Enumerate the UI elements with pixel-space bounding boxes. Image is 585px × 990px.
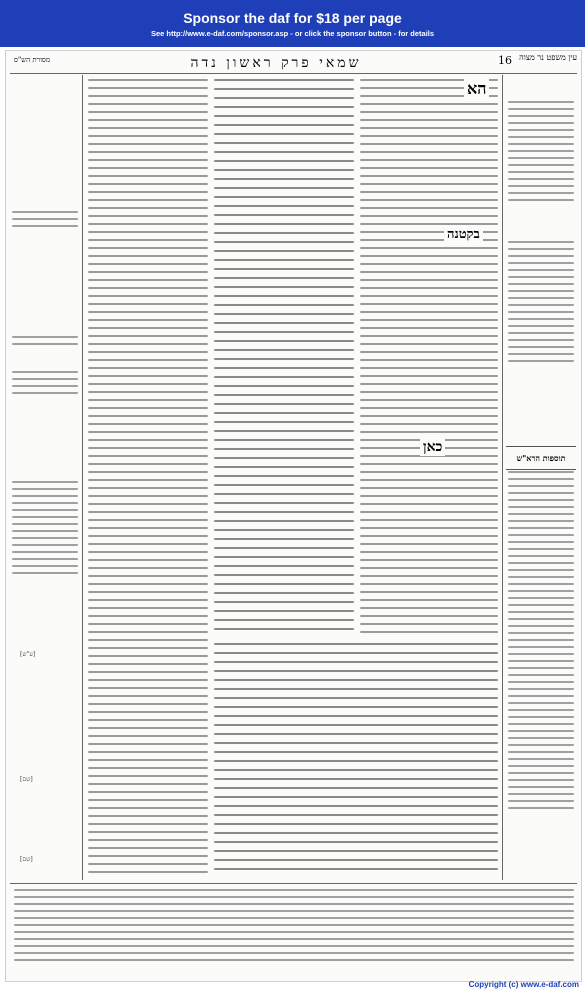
tosafot-commentary	[88, 79, 208, 879]
margin-note-1: [ע"ש]	[20, 651, 36, 658]
masoret-notes-2	[12, 336, 78, 366]
footnote-rule	[10, 883, 577, 884]
footnotes	[14, 889, 574, 967]
gemara-text-wide	[214, 643, 498, 883]
talmud-page	[5, 50, 582, 982]
masoret-notes-1	[12, 211, 78, 251]
sponsor-title[interactable]: Sponsor the daf for $18 per page	[183, 10, 402, 26]
left-margin-divider	[82, 75, 83, 880]
page-number: 16	[498, 54, 512, 67]
opening-word: הא	[464, 79, 489, 99]
gemara-text-center	[214, 79, 354, 639]
right-margin-divider	[502, 75, 503, 880]
tosafot-harosh-label: תוספות הרא"ש	[506, 446, 576, 470]
margin-note-2: [שם]	[20, 776, 33, 783]
section-word-3: כאן	[420, 439, 445, 456]
ein-mishpat-notes-3	[508, 471, 574, 871]
page-header	[6, 51, 581, 73]
copyright-link[interactable]: Copyright (c) www.e-daf.com	[468, 980, 579, 989]
sponsor-subtitle[interactable]: See http://www.e-daf.com/sponsor.asp - or click the sponsor button - for details	[150, 29, 435, 38]
ein-mishpat-notes-2	[508, 241, 574, 391]
header-rule	[10, 73, 577, 74]
margin-note-3: [שם]	[20, 856, 33, 863]
ein-mishpat-label: עין משפט נר מצוה	[519, 53, 577, 62]
page-title: שמאי פרק ראשון נדה	[190, 55, 362, 71]
rashi-commentary	[360, 79, 498, 639]
masoret-notes-4	[12, 481, 78, 651]
masoret-notes-3	[12, 371, 78, 431]
ein-mishpat-notes-1	[508, 101, 574, 221]
section-word-2: בקטנה	[444, 226, 483, 242]
sponsor-banner[interactable]	[0, 0, 585, 47]
masoret-hashas-label: מסורת הש"ס	[14, 56, 51, 64]
